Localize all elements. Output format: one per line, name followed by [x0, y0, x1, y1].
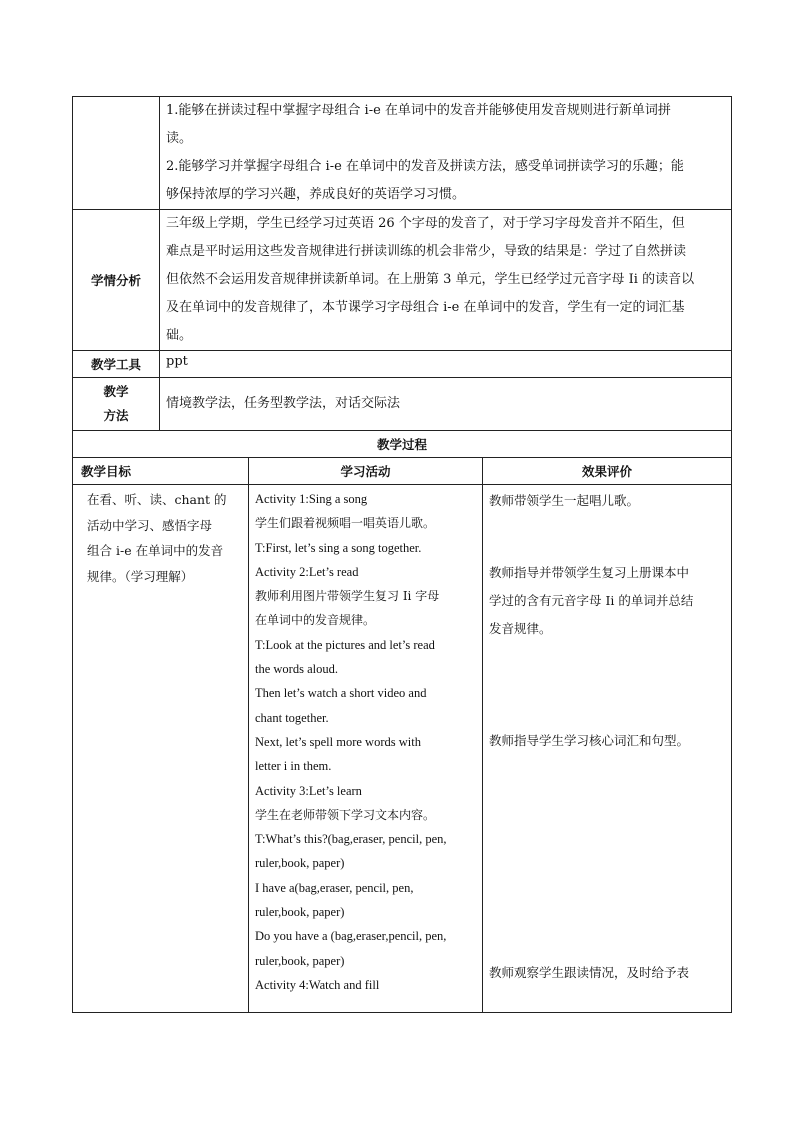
activity-line: the words aloud. [255, 662, 338, 677]
activity-line: ruler,book, paper) [255, 905, 345, 920]
activity-line: I have a(bag,eraser, pencil, pen, [255, 880, 414, 895]
goal-line: 在看、听、读、chant 的 [87, 492, 227, 507]
eval-header: 效果评价 [483, 458, 732, 485]
methods-label [73, 378, 160, 431]
activity-line: ruler,book, paper) [255, 856, 345, 871]
objectives-line: 2.能够学习并掌握字母组合 i-e 在单词中的发音及拼读方法，感受单词拼读学习的乐趣；能 [166, 159, 684, 174]
activity-cell [249, 485, 483, 1013]
activity-line: 教师利用图片带领学生复习 Ii 字母 [255, 589, 440, 604]
analysis-line: 及在单词中的发音规律了，本节课学习字母组合 i-e 在单词中的发音，学生有一定的词汇基 [166, 300, 685, 315]
lesson-plan-page [72, 96, 731, 1013]
activity-line: letter i in them. [255, 759, 332, 774]
analysis-line: 但依然不会运用发音规律拼读新单词。在上册第 3 单元，学生已经学过元音字母 Ii 的读音以 [166, 272, 695, 287]
goal-cell [73, 485, 249, 1013]
eval-line: 教师指导学生学习核心词汇和句型。 [489, 733, 690, 748]
analysis-line: 三年级上学期，学生已经学习过英语 26 个字母的发音了，对于学习字母发音并不陌生，但 [166, 216, 685, 231]
activity-line: Do you have a (bag,eraser,pencil, pen, [255, 929, 447, 944]
eval-line: 教师指导并带领学生复习上册课本中 [489, 565, 690, 580]
tools-label: 教学工具 [73, 351, 160, 378]
eval-cell [483, 485, 732, 1013]
activity-line: T:Look at the pictures and let’s read [255, 637, 435, 652]
analysis-label: 学情分析 [73, 210, 160, 351]
objectives-line: 1.能够在拼读过程中掌握字母组合 i-e 在单词中的发音并能够使用发音规则进行新单词拼 [166, 103, 671, 118]
activity-line: T:First, let’s sing a song together. [255, 540, 422, 555]
activity-line: ruler,book, paper) [255, 953, 345, 968]
activity-line: Activity 2:Let’s read [255, 564, 359, 579]
goal-line: 组合 i-e 在单词中的发音 [87, 543, 224, 558]
objectives-cell [160, 97, 732, 210]
process-title-row [73, 431, 732, 458]
objectives-line: 读。 [166, 131, 193, 146]
activity-line: Next, let’s spell more words with [255, 734, 421, 749]
analysis-line: 难点是平时运用这些发音规律进行拼读训练的机会非常少，导致的结果是：学过了自然拼读 [166, 244, 687, 259]
goal-line: 活动中学习、感悟字母 [87, 517, 213, 533]
analysis-cell [160, 210, 732, 351]
objectives-label-cell [73, 97, 160, 210]
lesson-plan-table [72, 96, 732, 1013]
activity-line: 学生在老师带领下学习文本内容。 [255, 807, 436, 822]
process-content-row [73, 485, 732, 1013]
objectives-line: 够保持浓厚的学习兴趣，养成良好的英语学习习惯。 [166, 187, 466, 202]
activity-line: Activity 4:Watch and fill [255, 977, 380, 992]
objectives-row [73, 97, 732, 210]
activity-line: Activity 1:Sing a song [255, 492, 368, 506]
methods-row [73, 378, 732, 431]
analysis-row [73, 210, 732, 351]
eval-line: 发音规律。 [489, 621, 552, 636]
process-header-row [73, 458, 732, 485]
eval-line: 学过的含有元音字母 Ii 的单词并总结 [489, 593, 694, 608]
tools-value: ppt [160, 351, 732, 378]
activity-header: 学习活动 [249, 458, 483, 485]
activity-line: 在单词中的发音规律。 [255, 613, 376, 628]
process-title: 教学过程 [73, 431, 732, 458]
methods-label-line1: 教学 [103, 384, 129, 399]
analysis-line: 础。 [166, 328, 193, 343]
activity-line: 学生们跟着视频唱一唱英语儿歌。 [255, 516, 436, 531]
methods-label-line2: 方法 [103, 408, 129, 423]
eval-line: 教师带领学生一起唱儿歌。 [489, 493, 640, 508]
goal-line: 规律。（学习理解） [87, 568, 194, 584]
methods-value: 情境教学法，任务型教学法，对话交际法 [160, 378, 732, 431]
activity-line: chant together. [255, 710, 329, 725]
goal-header: 教学目标 [73, 458, 249, 485]
activity-line: T:What’s this?(bag,eraser, pencil, pen, [255, 832, 447, 847]
eval-line: 教师观察学生跟读情况，及时给予表 [489, 965, 690, 980]
activity-line: Activity 3:Let’s learn [255, 783, 362, 798]
activity-line: Then let’s watch a short video and [255, 686, 427, 701]
tools-row [73, 351, 732, 378]
